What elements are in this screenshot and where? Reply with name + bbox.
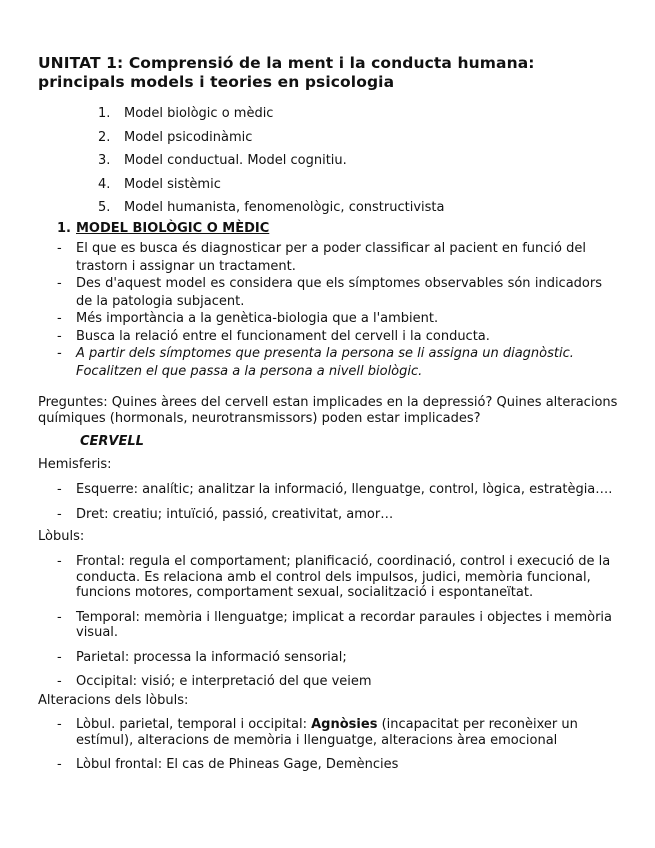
toc-item-label: Model humanista, fenomenològic, constructivista	[124, 200, 445, 215]
unit-title: UNITAT 1: Comprensió de la ment i la conducta humana: principals models i teories en psicologia	[38, 54, 535, 91]
list-item: - Dret: creatiu; intuïció, passió, creativitat, amor…	[57, 507, 617, 523]
list-item: - Més importància a la genètica-biologia que a l'ambient.	[57, 310, 602, 328]
toc-item-label: Model psicodinàmic	[124, 129, 253, 145]
list-item: - Lòbul. parietal, temporal i occipital: Agnòsies (incapacitat per reconèixer un estímul), alteracions de memòria i llenguatge, alteracions àrea emocional	[57, 717, 617, 748]
toc-item: 2. Model psicodinàmic	[98, 129, 253, 145]
list-item: - Busca la relació entre el funcionament del cervell i la conducta.	[57, 328, 602, 346]
list-item: - Occipital: visió; e interpretació del que veiem	[57, 674, 617, 690]
hemisferis-label: Hemisferis:	[38, 457, 112, 472]
subheading-cervell: CERVELL	[80, 434, 144, 449]
hemisferis-list	[57, 482, 617, 531]
list-item: - Esquerre: analític; analitzar la informació, llenguatge, control, lògica, estratègia….	[57, 482, 617, 498]
toc-item-label: Model sistèmic	[124, 176, 221, 192]
lobuls-label: Lòbuls:	[38, 529, 85, 544]
toc-item: 3. Model conductual. Model cognitiu.	[98, 153, 347, 168]
toc-item: 5. Model humanista, fenomenològic, constructivista	[98, 200, 445, 215]
list-item: - El que es busca és diagnosticar per a poder classificar al pacient en funció del trastorn i assignar un tractament.	[57, 240, 602, 275]
list-item: - Frontal: regula el comportament; planificació, coordinació, control i execució de la conducta. Es relaciona amb el control dels impulsos, judici, memòria funcional, funcions motores, comportament sexual, socialització i espontaneïtat.	[57, 554, 617, 601]
toc-item: 1. Model biològic o mèdic	[98, 106, 274, 121]
model-bullet-list	[57, 240, 602, 380]
alteracions-label: Alteracions dels lòbuls:	[38, 693, 189, 708]
section-heading: 1. MODEL BIOLÒGIC O MÈDIC	[57, 221, 270, 236]
toc-item-label: Model conductual. Model cognitiu.	[124, 153, 347, 168]
table-of-contents	[98, 105, 444, 223]
list-item: - A partir dels símptomes que presenta la persona se li assigna un diagnòstic. Focalitzen el que passa a la persona a nivell biològic.	[57, 345, 602, 380]
toc-item-label: Model biològic o mèdic	[124, 106, 274, 121]
agnosies-term: Agnòsies	[311, 717, 378, 732]
alteracions-list	[57, 717, 617, 782]
list-item: - Des d'aquest model es considera que els símptomes observables són indicadors de la patologia subjacent.	[57, 275, 602, 310]
lobuls-list	[57, 554, 617, 699]
questions-paragraph: Preguntes: Quines àrees del cervell estan implicades en la depressió? Quines alteracions químiques (hormonals, neurotransmissors) poden estar implicades?	[38, 395, 618, 426]
list-item: - Temporal: memòria i llenguatge; implicat a recordar paraules i objectes i memòria visual.	[57, 610, 617, 641]
list-item: - Parietal: processa la informació sensorial;	[57, 650, 617, 666]
list-item: - Lòbul frontal: El cas de Phineas Gage, Demències	[57, 757, 617, 773]
toc-item: 4. Model sistèmic	[98, 176, 221, 192]
